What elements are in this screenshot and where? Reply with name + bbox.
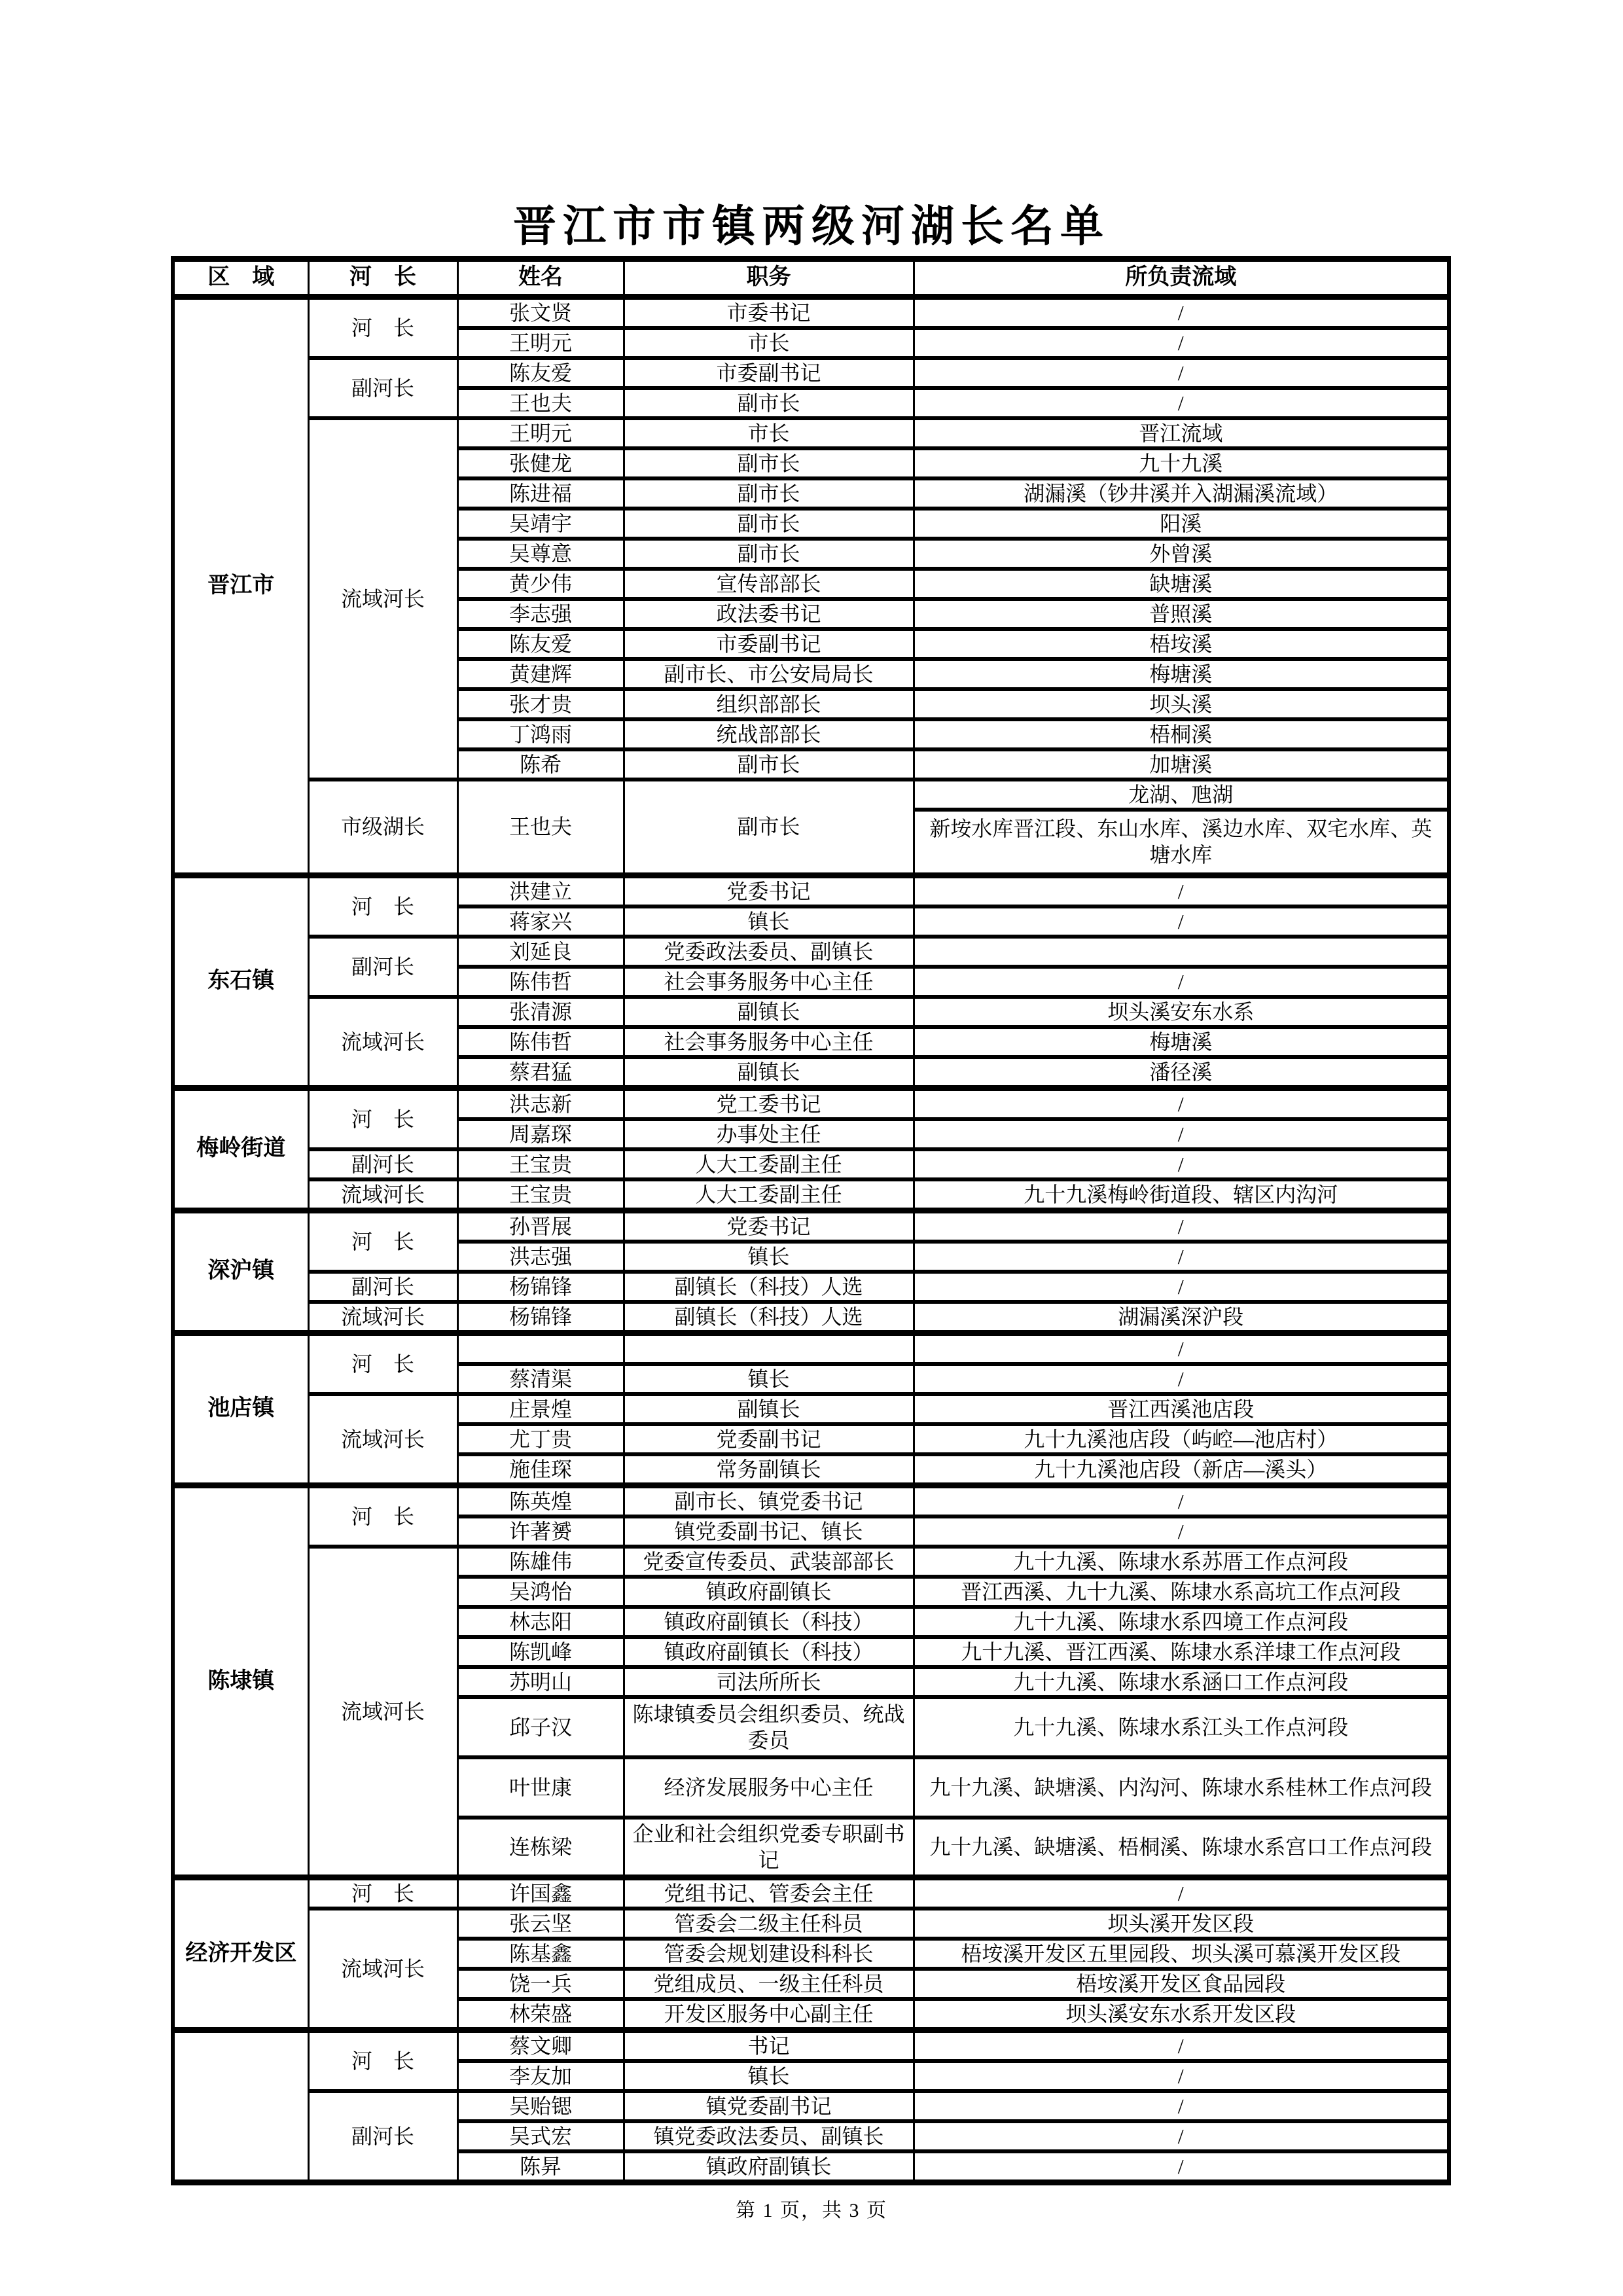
table-row bbox=[173, 937, 1449, 967]
position-cell: 副市长 bbox=[624, 509, 914, 539]
basin-cell: / bbox=[914, 1364, 1449, 1394]
name-cell: 洪志新 bbox=[457, 1088, 624, 1119]
region-cell: 陈埭镇 bbox=[173, 1485, 308, 1878]
name-cell: 王也夫 bbox=[457, 780, 624, 875]
basin-cell: 梧垵溪开发区食品园段 bbox=[914, 1969, 1449, 1999]
basin-cell: / bbox=[914, 1333, 1449, 1364]
basin-cell: 梅塘溪 bbox=[914, 659, 1449, 689]
position-cell: 开发区服务中心副主任 bbox=[624, 1999, 914, 2030]
chief-type-cell: 河 长 bbox=[308, 2030, 457, 2092]
name-cell: 张云坚 bbox=[457, 1909, 624, 1939]
position-cell: 市委书记 bbox=[624, 297, 914, 329]
basin-cell: 新垵水库晋江段、东山水库、溪边水库、双宅水库、英塘水库 bbox=[914, 810, 1449, 875]
position-cell: 党组成员、一级主任科员 bbox=[624, 1969, 914, 1999]
name-cell: 陈希 bbox=[457, 749, 624, 780]
basin-cell: 阳溪 bbox=[914, 509, 1449, 539]
name-cell: 王宝贵 bbox=[457, 1179, 624, 1211]
name-cell: 陈友爱 bbox=[457, 629, 624, 659]
basin-cell: 外曾溪 bbox=[914, 539, 1449, 569]
region-cell: 梅岭街道 bbox=[173, 1088, 308, 1210]
position-cell: 镇政府副镇长（科技） bbox=[624, 1607, 914, 1637]
position-cell: 副市长 bbox=[624, 448, 914, 478]
name-cell: 陈凯峰 bbox=[457, 1637, 624, 1667]
position-cell: 书记 bbox=[624, 2030, 914, 2062]
table-row bbox=[173, 297, 1449, 329]
name-cell: 连栋梁 bbox=[457, 1818, 624, 1878]
basin-cell: / bbox=[914, 388, 1449, 418]
table-row bbox=[173, 1088, 1449, 1119]
table-row bbox=[173, 1210, 1449, 1242]
position-cell: 党委政法委员、副镇长 bbox=[624, 937, 914, 967]
position-cell: 镇政府副镇长（科技） bbox=[624, 1637, 914, 1667]
position-cell: 常务副镇长 bbox=[624, 1454, 914, 1486]
chief-type-cell: 流域河长 bbox=[308, 1302, 457, 1333]
header-name: 姓名 bbox=[457, 259, 624, 297]
table-row bbox=[173, 875, 1449, 906]
name-cell: 王也夫 bbox=[457, 388, 624, 418]
basin-cell: 晋江西溪、九十九溪、陈埭水系高坑工作点河段 bbox=[914, 1577, 1449, 1607]
position-cell: 党委副书记 bbox=[624, 1424, 914, 1454]
position-cell: 镇政府副镇长 bbox=[624, 2151, 914, 2183]
basin-cell: 九十九溪、缺塘溪、内沟河、陈埭水系桂林工作点河段 bbox=[914, 1757, 1449, 1818]
chief-type-cell: 流域河长 bbox=[308, 997, 457, 1088]
position-cell: 副市长、镇党委书记 bbox=[624, 1485, 914, 1516]
chief-type-cell: 副河长 bbox=[308, 1272, 457, 1302]
table-row bbox=[173, 1333, 1449, 1364]
chief-type-cell: 河 长 bbox=[308, 1485, 457, 1547]
chief-type-cell: 河 长 bbox=[308, 1088, 457, 1149]
basin-cell: 梧桐溪 bbox=[914, 719, 1449, 749]
table-row bbox=[173, 1909, 1449, 1939]
name-cell: 孙晋展 bbox=[457, 1210, 624, 1242]
table-row bbox=[173, 1149, 1449, 1179]
name-cell: 丁鸿雨 bbox=[457, 719, 624, 749]
position-cell: 市委副书记 bbox=[624, 629, 914, 659]
header-basin: 所负责流域 bbox=[914, 259, 1449, 297]
basin-cell: 缺塘溪 bbox=[914, 569, 1449, 599]
name-cell: 周嘉琛 bbox=[457, 1119, 624, 1149]
header-row bbox=[173, 259, 1449, 297]
name-cell: 邱子汉 bbox=[457, 1697, 624, 1757]
name-cell: 吴鸿怡 bbox=[457, 1577, 624, 1607]
name-cell: 蒋家兴 bbox=[457, 906, 624, 937]
name-cell: 王宝贵 bbox=[457, 1149, 624, 1179]
table-row bbox=[173, 1179, 1449, 1211]
position-cell: 副镇长（科技）人选 bbox=[624, 1302, 914, 1333]
river-chief-table bbox=[171, 256, 1451, 2185]
position-cell: 组织部部长 bbox=[624, 689, 914, 719]
table-row bbox=[173, 2091, 1449, 2121]
basin-cell: 九十九溪、晋江西溪、陈埭水系洋埭工作点河段 bbox=[914, 1637, 1449, 1667]
chief-type-cell: 流域河长 bbox=[308, 1909, 457, 2030]
basin-cell: / bbox=[914, 2091, 1449, 2121]
position-cell: 政法委书记 bbox=[624, 599, 914, 629]
name-cell: 苏明山 bbox=[457, 1667, 624, 1697]
position-cell: 镇党委副书记、镇长 bbox=[624, 1516, 914, 1547]
chief-type-cell: 副河长 bbox=[308, 2091, 457, 2183]
table-row bbox=[173, 2030, 1449, 2062]
chief-type-cell: 流域河长 bbox=[308, 1179, 457, 1211]
chief-type-cell: 河 长 bbox=[308, 1878, 457, 1909]
basin-cell: 梧垵溪开发区五里园段、坝头溪可慕溪开发区段 bbox=[914, 1939, 1449, 1969]
basin-cell: / bbox=[914, 1119, 1449, 1149]
position-cell: 党组书记、管委会主任 bbox=[624, 1878, 914, 1909]
name-cell: 王明元 bbox=[457, 328, 624, 358]
basin-cell: 潘径溪 bbox=[914, 1057, 1449, 1088]
table-row bbox=[173, 1878, 1449, 1909]
basin-cell: 晋江西溪池店段 bbox=[914, 1394, 1449, 1424]
position-cell: 副市长、市公安局局长 bbox=[624, 659, 914, 689]
basin-cell: 梅塘溪 bbox=[914, 1027, 1449, 1057]
position-cell: 镇长 bbox=[624, 2061, 914, 2091]
chief-type-cell: 副河长 bbox=[308, 937, 457, 997]
basin-cell: / bbox=[914, 1088, 1449, 1119]
name-cell: 陈友爱 bbox=[457, 358, 624, 388]
position-cell: 副镇长 bbox=[624, 1394, 914, 1424]
position-cell: 市长 bbox=[624, 328, 914, 358]
table-row bbox=[173, 418, 1449, 448]
name-cell: 张才贵 bbox=[457, 689, 624, 719]
basin-cell: 九十九溪、陈埭水系涵口工作点河段 bbox=[914, 1667, 1449, 1697]
region-cell bbox=[173, 2030, 308, 2183]
chief-type-cell: 河 长 bbox=[308, 297, 457, 359]
basin-cell: / bbox=[914, 297, 1449, 329]
position-cell: 副市长 bbox=[624, 388, 914, 418]
position-cell: 市长 bbox=[624, 418, 914, 448]
position-cell: 副市长 bbox=[624, 780, 914, 875]
chief-type-cell: 河 长 bbox=[308, 875, 457, 937]
basin-cell: / bbox=[914, 906, 1449, 937]
basin-cell: / bbox=[914, 1516, 1449, 1547]
name-cell: 黄少伟 bbox=[457, 569, 624, 599]
position-cell: 社会事务服务中心主任 bbox=[624, 1027, 914, 1057]
position-cell: 党委书记 bbox=[624, 875, 914, 906]
position-cell: 副市长 bbox=[624, 539, 914, 569]
table-row bbox=[173, 997, 1449, 1027]
position-cell: 副市长 bbox=[624, 478, 914, 509]
position-cell: 市委副书记 bbox=[624, 358, 914, 388]
name-cell: 张清源 bbox=[457, 997, 624, 1027]
chief-type-cell: 河 长 bbox=[308, 1210, 457, 1272]
name-cell: 蔡君猛 bbox=[457, 1057, 624, 1088]
basin-cell: 九十九溪 bbox=[914, 448, 1449, 478]
basin-cell: / bbox=[914, 1878, 1449, 1909]
region-cell: 晋江市 bbox=[173, 297, 308, 876]
basin-cell bbox=[914, 937, 1449, 967]
basin-cell: 九十九溪池店段（新店—溪头） bbox=[914, 1454, 1449, 1486]
basin-cell: / bbox=[914, 967, 1449, 997]
name-cell bbox=[457, 1333, 624, 1364]
name-cell: 李友加 bbox=[457, 2061, 624, 2091]
name-cell: 陈基鑫 bbox=[457, 1939, 624, 1969]
position-cell: 统战部部长 bbox=[624, 719, 914, 749]
position-cell: 镇党委政法委员、副镇长 bbox=[624, 2121, 914, 2151]
position-cell: 党工委书记 bbox=[624, 1088, 914, 1119]
chief-type-cell: 副河长 bbox=[308, 358, 457, 418]
position-cell: 副镇长 bbox=[624, 997, 914, 1027]
basin-cell: / bbox=[914, 1242, 1449, 1272]
position-cell: 司法所所长 bbox=[624, 1667, 914, 1697]
chief-type-cell: 流域河长 bbox=[308, 1547, 457, 1878]
basin-cell: / bbox=[914, 875, 1449, 906]
position-cell bbox=[624, 1333, 914, 1364]
chief-type-cell: 河 长 bbox=[308, 1333, 457, 1394]
name-cell: 洪建立 bbox=[457, 875, 624, 906]
table-row bbox=[173, 1485, 1449, 1516]
position-cell: 镇党委副书记 bbox=[624, 2091, 914, 2121]
header-chief: 河 长 bbox=[308, 259, 457, 297]
table-row bbox=[173, 1302, 1449, 1333]
name-cell: 王明元 bbox=[457, 418, 624, 448]
position-cell: 党委宣传委员、武装部部长 bbox=[624, 1547, 914, 1577]
position-cell: 人大工委副主任 bbox=[624, 1149, 914, 1179]
position-cell: 人大工委副主任 bbox=[624, 1179, 914, 1211]
table-row bbox=[173, 1394, 1449, 1424]
position-cell: 社会事务服务中心主任 bbox=[624, 967, 914, 997]
position-cell: 镇长 bbox=[624, 1364, 914, 1394]
basin-cell: 龙湖、虺湖 bbox=[914, 780, 1449, 810]
basin-cell: 九十九溪、陈埭水系四境工作点河段 bbox=[914, 1607, 1449, 1637]
basin-cell: 九十九溪池店段（屿崆—池店村） bbox=[914, 1424, 1449, 1454]
basin-cell: 九十九溪、陈埭水系江头工作点河段 bbox=[914, 1697, 1449, 1757]
name-cell: 陈伟哲 bbox=[457, 1027, 624, 1057]
table-row bbox=[173, 1272, 1449, 1302]
basin-cell: / bbox=[914, 1210, 1449, 1242]
position-cell: 副镇长 bbox=[624, 1057, 914, 1088]
chief-type-cell: 流域河长 bbox=[308, 418, 457, 780]
basin-cell: / bbox=[914, 358, 1449, 388]
position-cell: 经济发展服务中心主任 bbox=[624, 1757, 914, 1818]
name-cell: 庄景煌 bbox=[457, 1394, 624, 1424]
name-cell: 蔡文卿 bbox=[457, 2030, 624, 2062]
basin-cell: 九十九溪、陈埭水系苏厝工作点河段 bbox=[914, 1547, 1449, 1577]
name-cell: 陈昇 bbox=[457, 2151, 624, 2183]
page-number: 第 1 页，共 3 页 bbox=[736, 2200, 887, 2221]
basin-cell: 晋江流域 bbox=[914, 418, 1449, 448]
name-cell: 施佳琛 bbox=[457, 1454, 624, 1486]
basin-cell: / bbox=[914, 2151, 1449, 2183]
table-row bbox=[173, 1547, 1449, 1577]
basin-cell: / bbox=[914, 1272, 1449, 1302]
basin-cell: 加塘溪 bbox=[914, 749, 1449, 780]
name-cell: 吴贻锶 bbox=[457, 2091, 624, 2121]
position-cell: 陈埭镇委员会组织委员、统战委员 bbox=[624, 1697, 914, 1757]
name-cell: 吴尊意 bbox=[457, 539, 624, 569]
basin-cell: 坝头溪安东水系开发区段 bbox=[914, 1999, 1449, 2030]
name-cell: 叶世康 bbox=[457, 1757, 624, 1818]
region-cell: 东石镇 bbox=[173, 875, 308, 1088]
position-cell: 办事处主任 bbox=[624, 1119, 914, 1149]
name-cell: 刘延良 bbox=[457, 937, 624, 967]
basin-cell: 坝头溪安东水系 bbox=[914, 997, 1449, 1027]
basin-cell: / bbox=[914, 1149, 1449, 1179]
name-cell: 尤丁贵 bbox=[457, 1424, 624, 1454]
region-cell: 池店镇 bbox=[173, 1333, 308, 1485]
name-cell: 黄建辉 bbox=[457, 659, 624, 689]
position-cell: 管委会二级主任科员 bbox=[624, 1909, 914, 1939]
position-cell: 宣传部部长 bbox=[624, 569, 914, 599]
name-cell: 陈英煌 bbox=[457, 1485, 624, 1516]
basin-cell: 坝头溪 bbox=[914, 689, 1449, 719]
basin-cell: / bbox=[914, 328, 1449, 358]
name-cell: 杨锦锋 bbox=[457, 1302, 624, 1333]
name-cell: 张健龙 bbox=[457, 448, 624, 478]
region-cell: 经济开发区 bbox=[173, 1878, 308, 2030]
page-title: 晋江市市镇两级河湖长名单 bbox=[513, 203, 1110, 251]
basin-cell: 梧垵溪 bbox=[914, 629, 1449, 659]
name-cell: 蔡清渠 bbox=[457, 1364, 624, 1394]
name-cell: 许著赟 bbox=[457, 1516, 624, 1547]
name-cell: 杨锦锋 bbox=[457, 1272, 624, 1302]
position-cell: 企业和社会组织党委专职副书记 bbox=[624, 1818, 914, 1878]
position-cell: 副镇长（科技）人选 bbox=[624, 1272, 914, 1302]
name-cell: 吴靖宇 bbox=[457, 509, 624, 539]
basin-cell: / bbox=[914, 2061, 1449, 2091]
basin-cell: / bbox=[914, 2030, 1449, 2062]
position-cell: 镇长 bbox=[624, 906, 914, 937]
name-cell: 陈雄伟 bbox=[457, 1547, 624, 1577]
table-row bbox=[173, 780, 1449, 810]
name-cell: 李志强 bbox=[457, 599, 624, 629]
basin-cell: 坝头溪开发区段 bbox=[914, 1909, 1449, 1939]
region-cell: 深沪镇 bbox=[173, 1210, 308, 1333]
name-cell: 饶一兵 bbox=[457, 1969, 624, 1999]
name-cell: 张文贤 bbox=[457, 297, 624, 329]
basin-cell: 普照溪 bbox=[914, 599, 1449, 629]
chief-type-cell: 流域河长 bbox=[308, 1394, 457, 1486]
position-cell: 副市长 bbox=[624, 749, 914, 780]
basin-cell: 九十九溪梅岭街道段、辖区内沟河 bbox=[914, 1179, 1449, 1211]
chief-type-cell: 副河长 bbox=[308, 1149, 457, 1179]
name-cell: 吴式宏 bbox=[457, 2121, 624, 2151]
position-cell: 管委会规划建设科科长 bbox=[624, 1939, 914, 1969]
name-cell: 许国鑫 bbox=[457, 1878, 624, 1909]
name-cell: 陈进福 bbox=[457, 478, 624, 509]
position-cell: 党委书记 bbox=[624, 1210, 914, 1242]
basin-cell: 湖漏溪（钞井溪并入湖漏溪流域） bbox=[914, 478, 1449, 509]
basin-cell: / bbox=[914, 1485, 1449, 1516]
basin-cell: / bbox=[914, 2121, 1449, 2151]
name-cell: 林志阳 bbox=[457, 1607, 624, 1637]
header-region: 区 域 bbox=[173, 259, 308, 297]
header-position: 职务 bbox=[624, 259, 914, 297]
name-cell: 林荣盛 bbox=[457, 1999, 624, 2030]
table-row bbox=[173, 358, 1449, 388]
chief-type-cell: 市级湖长 bbox=[308, 780, 457, 875]
basin-cell: 九十九溪、缺塘溪、梧桐溪、陈埭水系宫口工作点河段 bbox=[914, 1818, 1449, 1878]
name-cell: 洪志强 bbox=[457, 1242, 624, 1272]
basin-cell: 湖漏溪深沪段 bbox=[914, 1302, 1449, 1333]
name-cell: 陈伟哲 bbox=[457, 967, 624, 997]
position-cell: 镇政府副镇长 bbox=[624, 1577, 914, 1607]
position-cell: 镇长 bbox=[624, 1242, 914, 1272]
